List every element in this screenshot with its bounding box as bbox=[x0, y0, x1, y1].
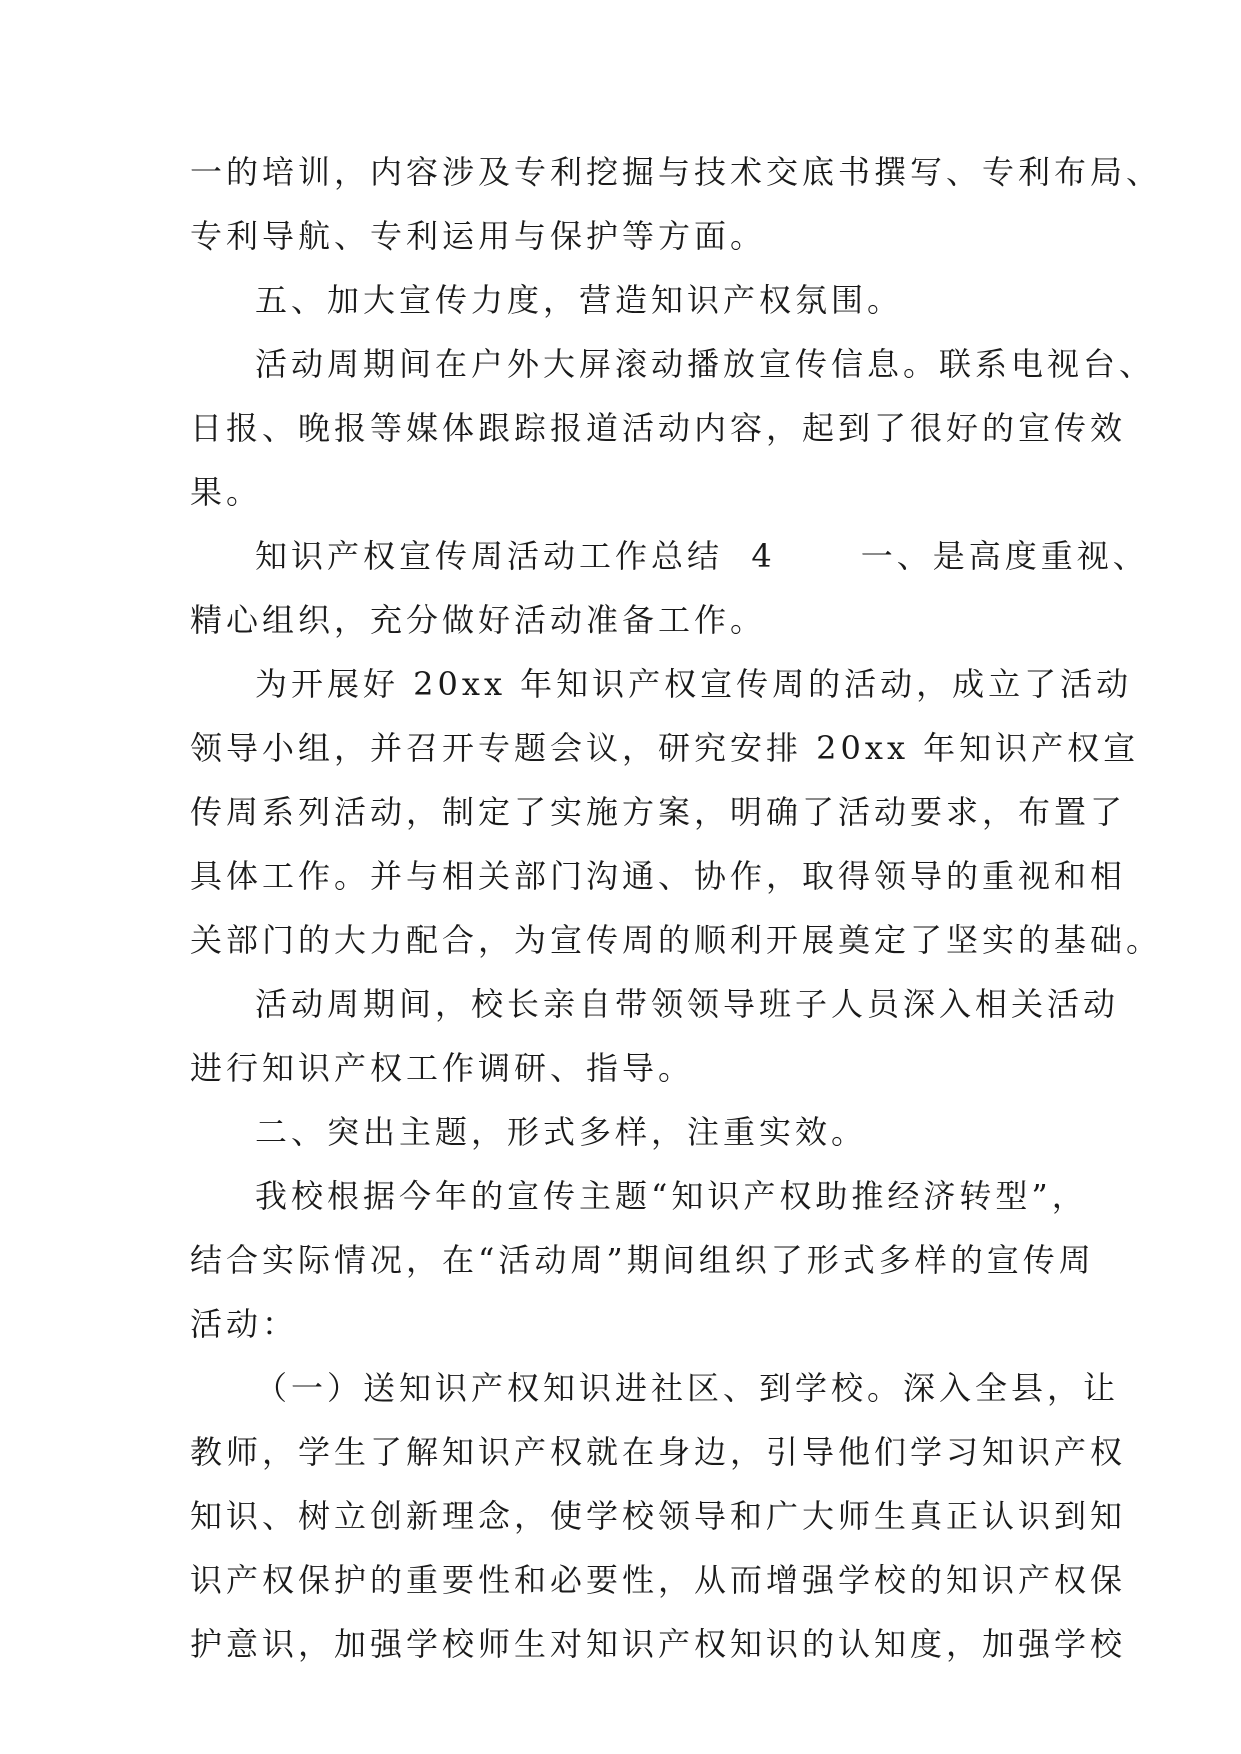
text-line: 护意识，加强学校师生对知识产权知识的认知度，加强学校 bbox=[190, 1625, 1127, 1663]
text-line: 活动周期间，校长亲自带领领导班子人员深入相关活动 bbox=[255, 985, 1120, 1023]
text-line: 果。 bbox=[190, 473, 263, 511]
text-line: 活动： bbox=[190, 1305, 299, 1343]
text-line: 知识、树立创新理念，使学校领导和广大师生真正认识到知 bbox=[190, 1497, 1127, 1535]
text-line: 进行知识产权工作调研、指导。 bbox=[190, 1049, 695, 1087]
text-line: 活动周期间在户外大屏滚动播放宣传信息。联系电视台、 bbox=[255, 345, 1156, 383]
text-line: 传周系列活动，制定了实施方案，明确了活动要求，布置了 bbox=[190, 793, 1127, 831]
text-line: 日报、晚报等媒体跟踪报道活动内容，起到了很好的宣传效 bbox=[190, 409, 1127, 447]
text-line: 识产权保护的重要性和必要性，从而增强学校的知识产权保 bbox=[190, 1561, 1127, 1599]
section-heading: 五、加大宣传力度，营造知识产权氛围。 bbox=[255, 281, 904, 319]
section-heading: 二、突出主题，形式多样，注重实效。 bbox=[255, 1113, 868, 1151]
text-line: （一）送知识产权知识进社区、到学校。深入全县，让 bbox=[255, 1369, 1120, 1407]
text-line: 领导小组，并召开专题会议，研究安排 20xx 年知识产权宣 bbox=[190, 729, 1140, 767]
text-line: 教师，学生了解知识产权就在身边，引导他们学习知识产权 bbox=[190, 1433, 1127, 1471]
text-line: 为开展好 20xx 年知识产权宣传周的活动，成立了活动 bbox=[255, 665, 1133, 703]
text-line: 一的培训，内容涉及专利挖掘与技术交底书撰写、专利布局、 bbox=[190, 153, 1163, 191]
text-line: 专利导航、专利运用与保护等方面。 bbox=[190, 217, 767, 255]
text-line: 我校根据今年的宣传主题“知识产权助推经济转型”， bbox=[255, 1177, 1088, 1215]
text-line: 具体工作。并与相关部门沟通、协作，取得领导的重视和相 bbox=[190, 857, 1127, 895]
text-line: 关部门的大力配合，为宣传周的顺利开展奠定了坚实的基础。 bbox=[190, 921, 1163, 959]
text-line: 精心组织，充分做好活动准备工作。 bbox=[190, 601, 767, 639]
text-line: 结合实际情况，在“活动周”期间组织了形式多样的宣传周 bbox=[190, 1241, 1095, 1279]
section-title: 知识产权宣传周活动工作总结 4 一、是高度重视、 bbox=[255, 537, 1149, 575]
